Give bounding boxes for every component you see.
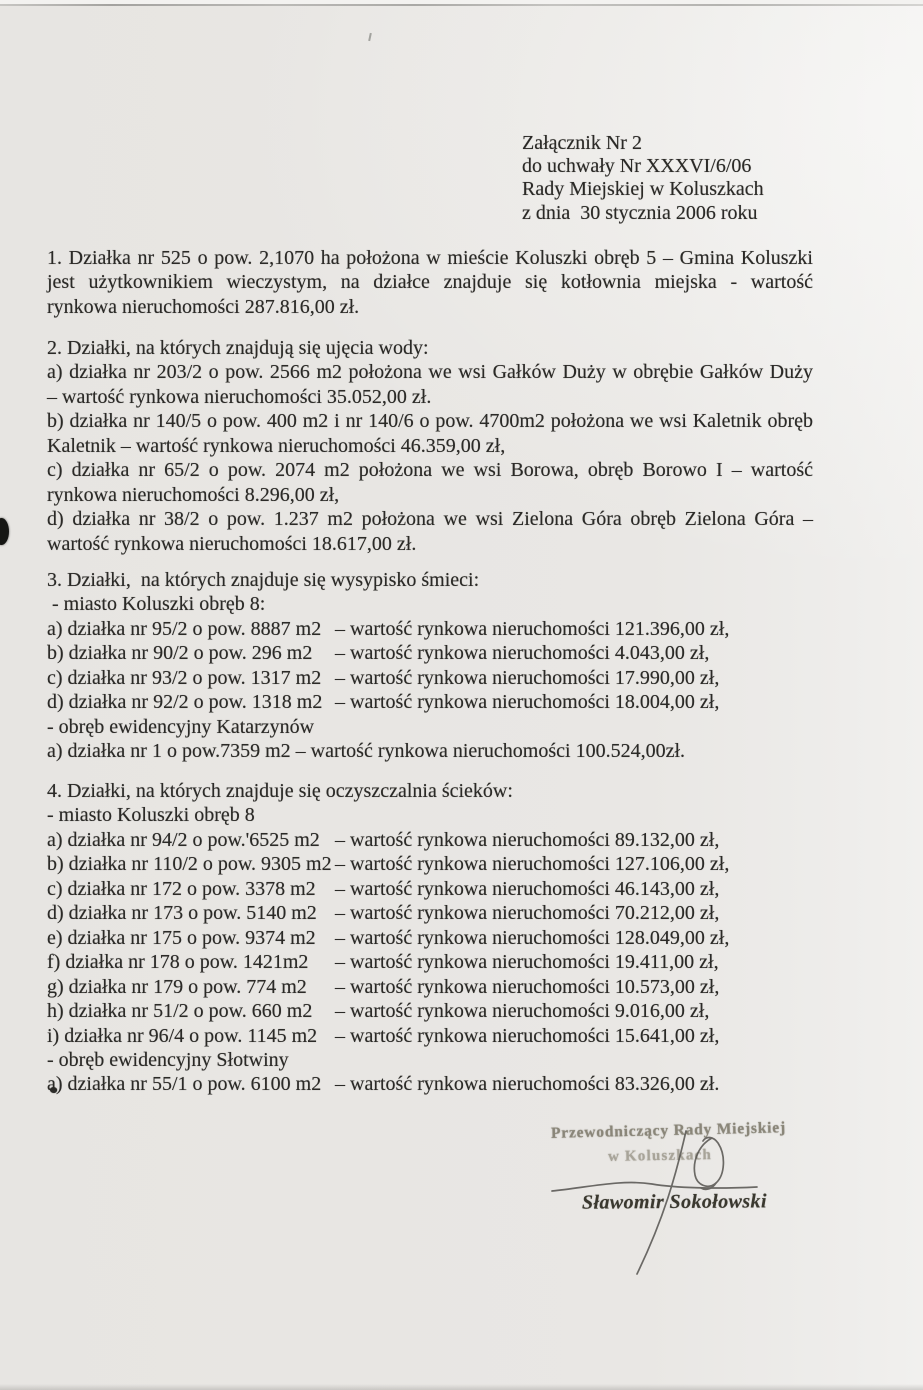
signature-slash-stroke — [637, 1131, 686, 1274]
parcel-desc: h) działka nr 51/2 o pow. 660 m2 — [47, 1000, 313, 1023]
parcel-line: – wartość rynkowa nieruchomości 35.052,00 zł. — [47, 385, 432, 408]
parcel-row — [47, 999, 813, 1023]
signature-loop — [694, 1137, 723, 1186]
section-3-landfill — [47, 568, 813, 764]
parcel-value: – wartość rynkowa nieruchomości 46.143,00 zł, — [335, 877, 720, 900]
section-4-heading: 4. Działki, na których znajduje się oczyszczalnia ścieków: — [47, 780, 513, 802]
section-4-subheading-2: - obręb ewidencyjny Słotwiny — [47, 1048, 289, 1071]
parcel-value: – wartość rynkowa nieruchomości 9.016,00 zł, — [335, 1000, 710, 1023]
parcel-desc: b) działka nr 90/2 o pow. 296 m2 — [47, 642, 313, 665]
parcel-row — [47, 901, 813, 925]
punch-hole-artifact — [0, 518, 9, 545]
chairman-stamp-title: Przewodniczący Rady Miejskiej — [550, 1119, 787, 1142]
parcel-value: – wartość rynkowa nieruchomości 128.049,00 zł, — [335, 926, 730, 949]
parcel-line: c) działka nr 65/2 o pow. 2074 m2 położona we wsi Borowa, obręb Borowo I – wartość — [47, 459, 813, 482]
paragraph-1 — [47, 246, 813, 319]
parcel-desc: i) działka nr 96/4 o pow. 1145 m2 — [47, 1024, 318, 1047]
header-line-resolution-no: do uchwały Nr XXXVI/6/06 — [522, 155, 752, 178]
signature-underline — [552, 1183, 757, 1191]
parcel-value: – wartość rynkowa nieruchomości 15.641,00 zł, — [335, 1024, 720, 1047]
parcel-row — [47, 1072, 813, 1096]
parcel-desc: f) działka nr 178 o pow. 1421m2 — [47, 951, 309, 974]
parcel-value: – wartość rynkowa nieruchomości 19.411,00 zł, — [335, 951, 719, 974]
parcel-value: – wartość rynkowa nieruchomości 70.212,00 zł, — [335, 902, 720, 925]
section-3-heading: 3. Działki, na których znajduje się wysypisko śmieci: — [47, 569, 480, 591]
parcel-row — [47, 617, 813, 641]
parcel-line: a) działka nr 203/2 o pow. 2566 m2 położona we wsi Gałków Duży w obrębie Gałków Duży — [47, 361, 813, 384]
section-4-sewage-plant — [47, 779, 813, 1097]
chairman-name-stamp: Sławomir Sokołowski — [581, 1190, 767, 1214]
parcel-desc: g) działka nr 179 o pow. 774 m2 — [47, 975, 307, 998]
parcel-desc: e) działka nr 175 o pow. 9374 m2 — [47, 926, 316, 949]
parcel-desc: d) działka nr 173 o pow. 5140 m2 — [47, 902, 317, 925]
parcel-value: – wartość rynkowa nieruchomości 4.043,00 zł, — [335, 642, 710, 665]
parcel-value: – wartość rynkowa nieruchomości 127.106,00 zł, — [335, 853, 730, 876]
parcel-desc: c) działka nr 93/2 o pow. 1317 m2 — [47, 666, 322, 689]
parcel-line: Kaletnik – wartość rynkowa nieruchomości 46.359,00 zł, — [47, 434, 506, 457]
header-line-date: z dnia 30 stycznia 2006 roku — [522, 201, 758, 224]
paragraph-1-line: jest użytkownikiem wieczystym, na działce znajduje się kotłownia miejska - wartość — [47, 271, 813, 294]
scan-speck-artifact — [368, 33, 372, 41]
chairman-stamp-city: w Koluszkach — [607, 1147, 713, 1165]
parcel-value: – wartość rynkowa nieruchomości 18.004,00 zł, — [335, 691, 720, 714]
paragraph-1-line: rynkowa nieruchomości 287.816,00 zł. — [47, 295, 360, 318]
parcel-row — [47, 926, 813, 950]
parcel-row — [47, 641, 813, 665]
parcel-row — [47, 690, 813, 714]
section-2-heading: 2. Działki, na których znajdują się ujęcia wody: — [47, 337, 429, 359]
parcel-value: – wartość rynkowa nieruchomości 17.990,00 zł, — [335, 666, 720, 689]
parcel-row — [47, 666, 813, 690]
parcel-desc: b) działka nr 110/2 o pow. 9305 m2 — [47, 853, 332, 876]
section-2-water-intakes — [47, 336, 813, 556]
header-line-council: Rady Miejskiej w Koluszkach — [522, 178, 764, 201]
parcel-value: – wartość rynkowa nieruchomości 121.396,00 zł, — [335, 617, 730, 640]
parcel-line: d) działka nr 38/2 o pow. 1.237 m2 położona we wsi Zielona Góra obręb Zielona Góra – — [47, 508, 813, 531]
parcel-desc: a) działka nr 55/1 o pow. 6100 m2 — [47, 1073, 322, 1096]
parcel-desc: c) działka nr 172 o pow. 3378 m2 — [47, 877, 316, 900]
parcel-row — [47, 852, 813, 876]
scanner-edge-line — [0, 4, 923, 6]
attachment-header — [522, 132, 764, 225]
parcel-row — [47, 877, 813, 901]
parcel-row — [47, 828, 813, 852]
parcel-desc: a) działka nr 95/2 o pow. 8887 m2 — [47, 617, 322, 640]
section-3-subheading-2: - obręb ewidencyjny Katarzynów — [47, 715, 315, 738]
section-4-subheading: - miasto Koluszki obręb 8 — [47, 804, 255, 827]
parcel-value: – wartość rynkowa nieruchomości 89.132,00 zł, — [335, 828, 720, 851]
parcel-row — [47, 1024, 813, 1048]
parcel-desc: a) działka nr 94/2 o pow.'6525 m2 — [47, 828, 320, 851]
handwritten-signature — [540, 1100, 780, 1300]
paragraph-1-line: 1. Działka nr 525 o pow. 2,1070 ha położona w mieście Koluszki obręb 5 – Gmina Koluszki — [47, 247, 813, 269]
header-line-attachment-no: Załącznik Nr 2 — [522, 132, 642, 154]
parcel-line: b) działka nr 140/5 o pow. 400 m2 i nr 140/6 o pow. 4700m2 położona we wsi Kaletnik obręb — [47, 410, 813, 433]
parcel-value: – wartość rynkowa nieruchomości 83.326,00 zł. — [335, 1073, 720, 1096]
section-3-subheading: - miasto Koluszki obręb 8: — [52, 593, 266, 616]
parcel-row — [47, 950, 813, 974]
parcel-line: a) działka nr 1 o pow.7359 m2 – wartość rynkowa nieruchomości 100.524,00zł. — [47, 740, 685, 763]
parcel-value: – wartość rynkowa nieruchomości 10.573,00 zł, — [335, 975, 720, 998]
parcel-row — [47, 975, 813, 999]
parcel-line: wartość rynkowa nieruchomości 18.617,00 zł. — [47, 532, 417, 555]
parcel-line: rynkowa nieruchomości 8.296,00 zł, — [47, 483, 340, 506]
parcel-desc: d) działka nr 92/2 o pow. 1318 m2 — [47, 691, 323, 714]
